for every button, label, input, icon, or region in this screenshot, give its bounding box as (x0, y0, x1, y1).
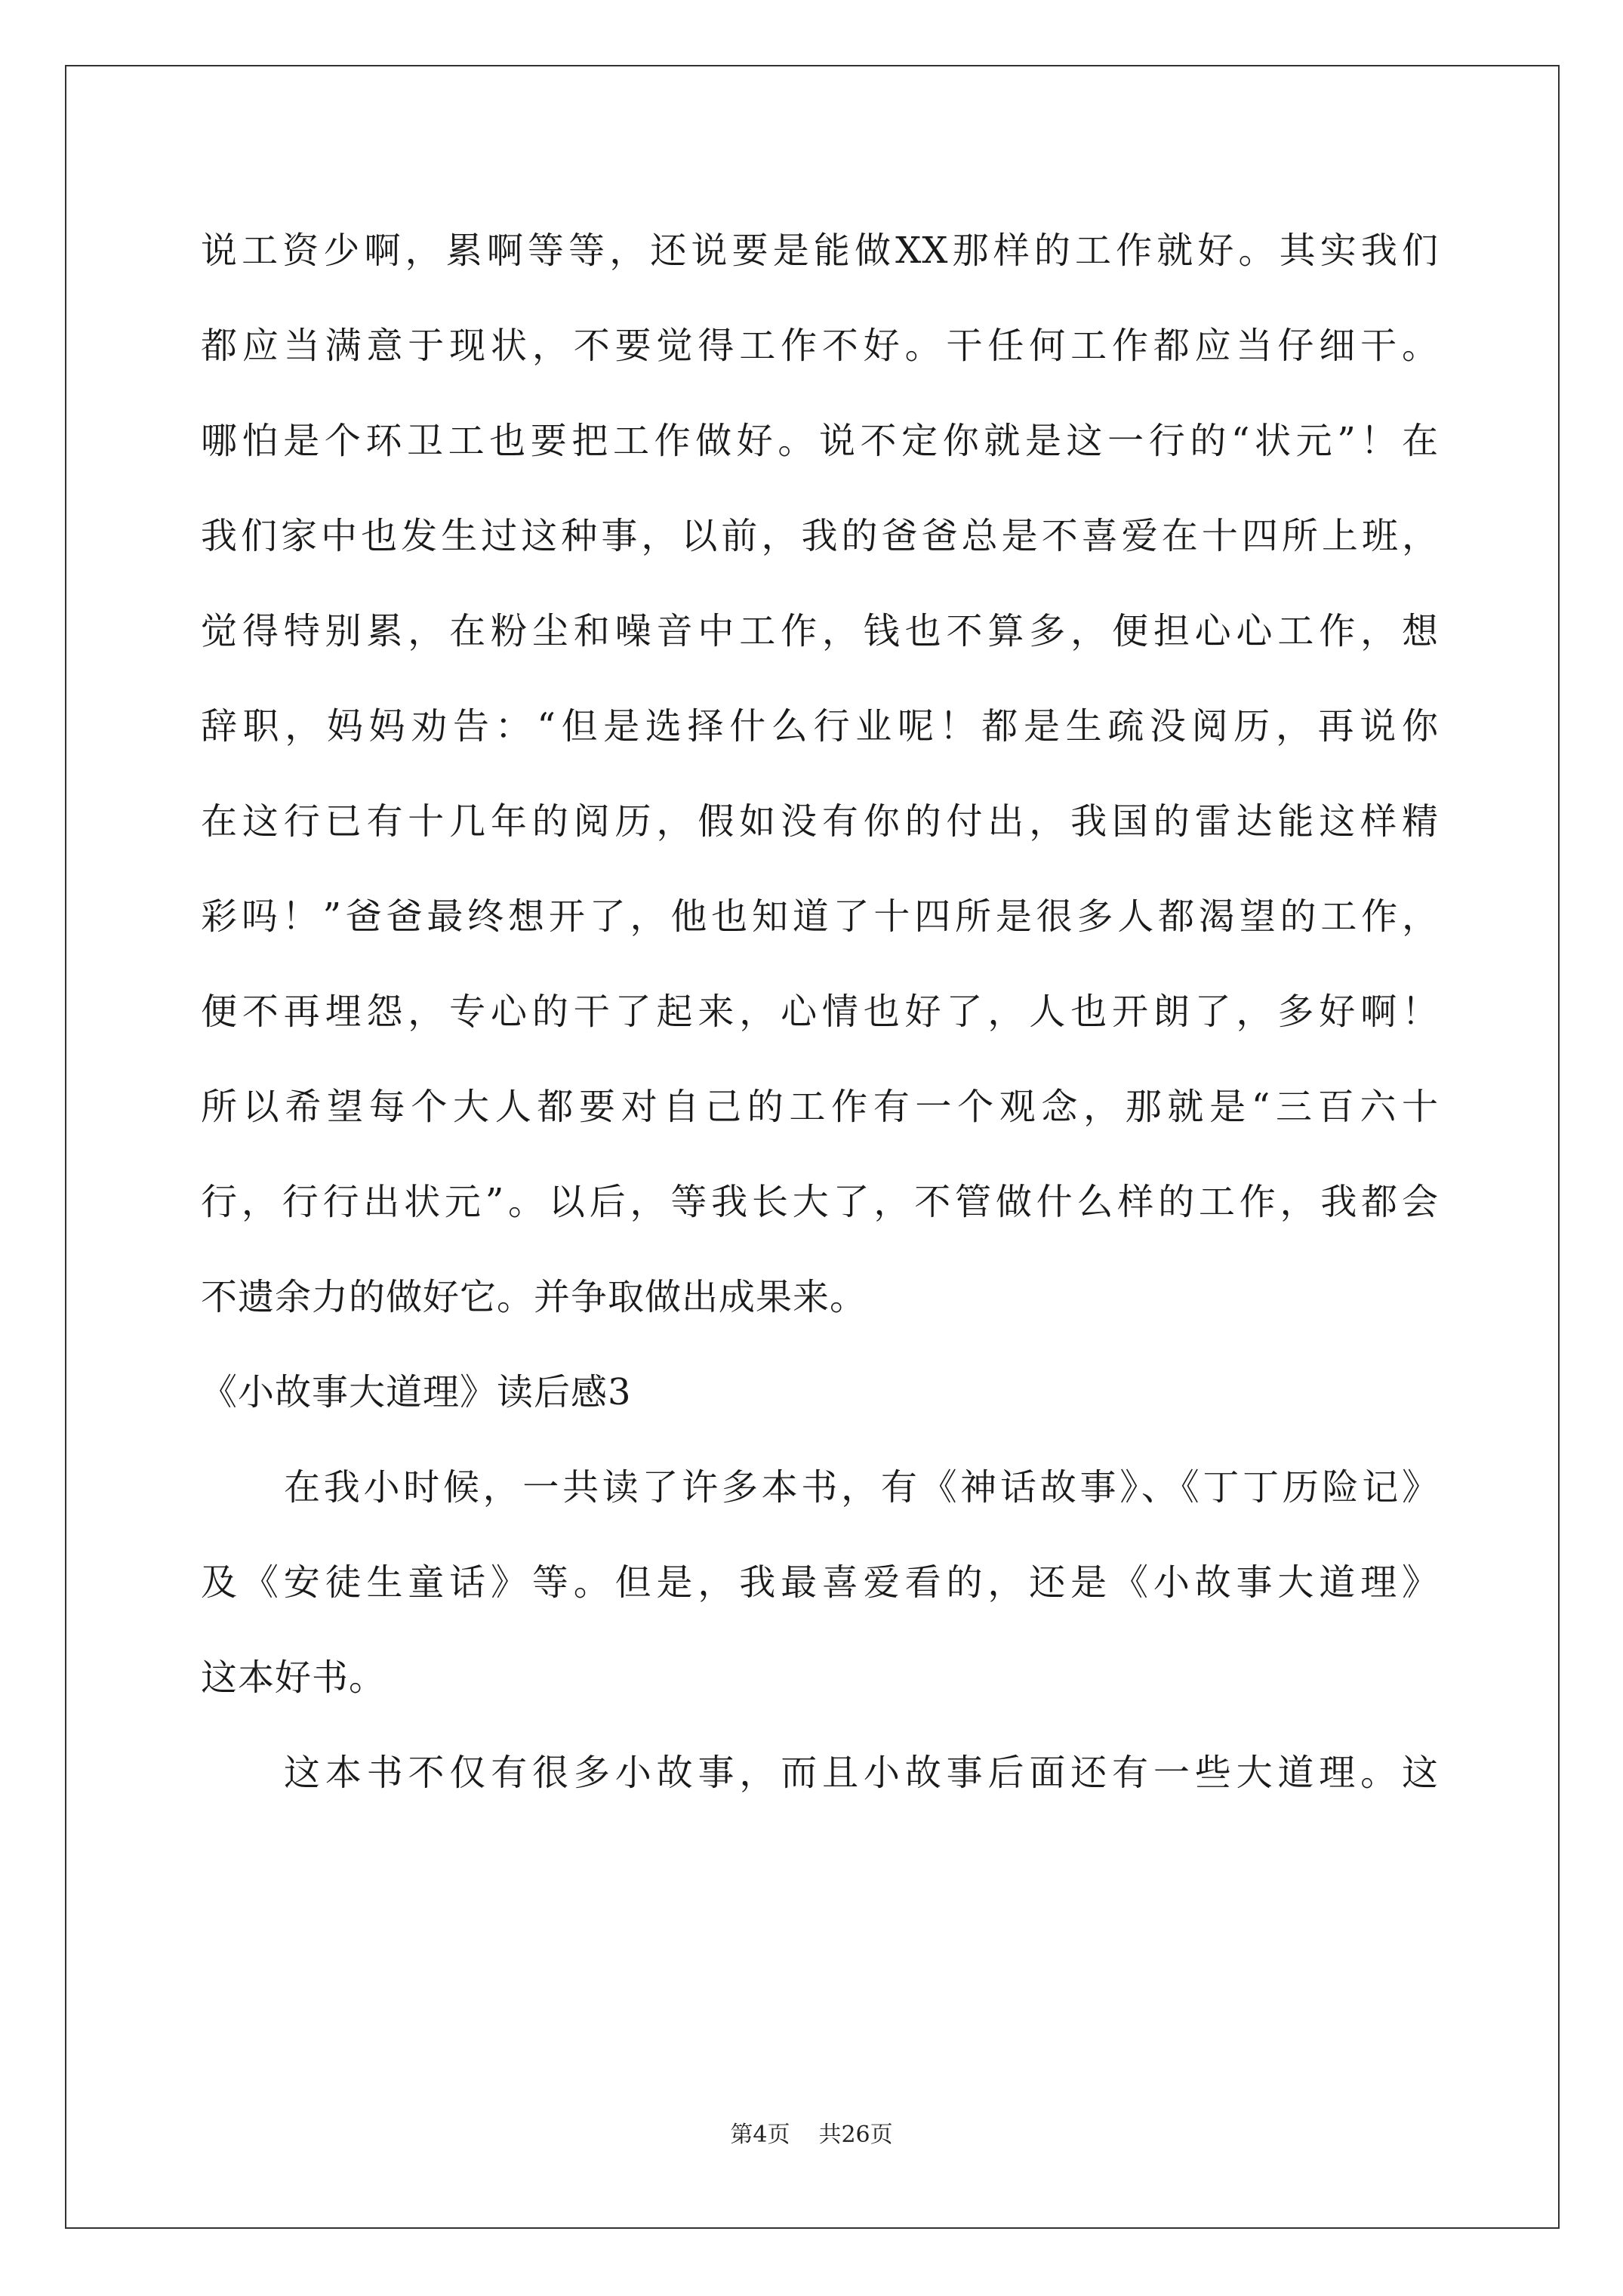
total-pages: 共26页 (818, 2122, 893, 2148)
paragraph-line: 我们家中也发生过这种事，以前，我的爸爸总是不喜爱在十四所上班， (201, 515, 1439, 557)
paragraph-line: 觉得特别累，在粉尘和噪音中工作，钱也不算多，便担心心工作，想 (201, 610, 1439, 652)
paragraph-line: 辞职，妈妈劝告：“但是选择什么行业呢！都是生疏没阅历，再说你 (201, 705, 1439, 747)
paragraph-line: 彩吗！”爸爸最终想开了，他也知道了十四所是很多人都渴望的工作， (201, 895, 1439, 938)
page-footer (0, 2120, 1623, 2150)
paragraph-line: 所以希望每个大人都要对自己的工作有一个观念，那就是“三百六十 (201, 1086, 1439, 1128)
page-number: 第4页 (730, 2122, 790, 2148)
paragraph-line: 哪怕是个环卫工也要把工作做好。说不定你就是这一行的“状元”！在 (201, 420, 1439, 462)
paragraph-line: 在我小时候，一共读了许多本书，有《神话故事》、《丁丁历险记》 (284, 1466, 1439, 1509)
section-heading: 《小故事大道理》读后感3 (201, 1371, 632, 1413)
paragraph-line: 便不再埋怨，专心的干了起来，心情也好了，人也开朗了，多好啊！ (201, 991, 1439, 1033)
paragraph-line: 这本好书。 (201, 1657, 387, 1699)
paragraph-line: 在这行已有十几年的阅历，假如没有你的付出，我国的雷达能这样精 (201, 800, 1439, 843)
paragraph-line: 这本书不仅有很多小故事，而且小故事后面还有一些大道理。这 (284, 1752, 1439, 1794)
paragraph-line: 及《安徒生童话》等。但是，我最喜爱看的，还是《小故事大道理》 (201, 1561, 1439, 1604)
paragraph-line: 行，行行出状元”。以后，等我长大了，不管做什么样的工作，我都会 (201, 1181, 1439, 1223)
paragraph-line: 说工资少啊，累啊等等，还说要是能做XX那样的工作就好。其实我们 (201, 230, 1439, 272)
page-border (65, 65, 1560, 2229)
paragraph-line: 不遗余力的做好它。并争取做出成果来。 (201, 1276, 867, 1318)
paragraph-line: 都应当满意于现状，不要觉得工作不好。干任何工作都应当仔细干。 (201, 325, 1439, 367)
